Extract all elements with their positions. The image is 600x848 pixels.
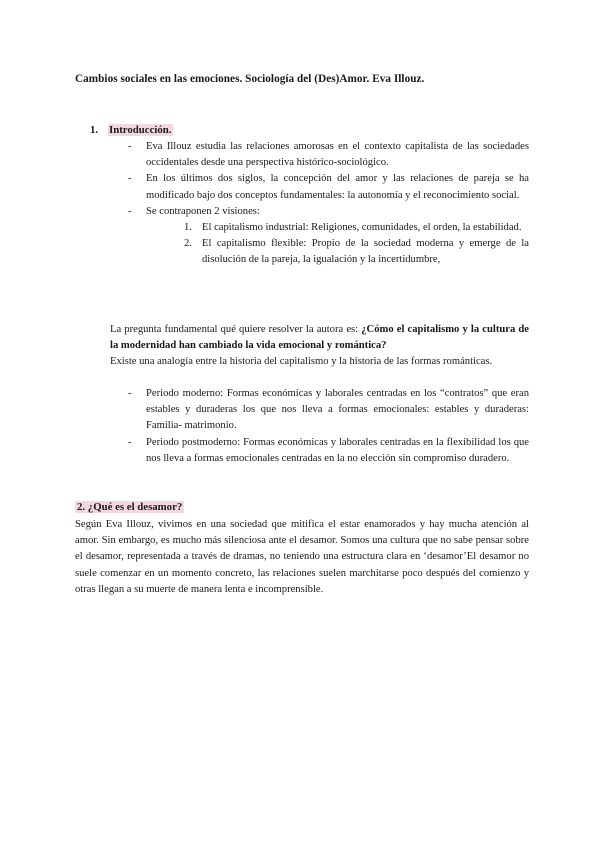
bullet-text: En los últimos dos siglos, la concepción del amor y las relaciones de pareja se ha modificado bajo dos conceptos fundamentales: la autonomía y el reconocimiento social. xyxy=(146,173,529,201)
list-item xyxy=(124,435,529,467)
document-title: Cambios sociales en las emociones. Sociología del (Des)Amor. Eva Illouz. xyxy=(75,73,425,85)
section1-heading xyxy=(90,124,173,136)
bullet-text: Periodo postmoderno: Formas económicas y laborales centradas en la flexibilidad los que nos lleva a formas emocionales centradas en la no elección sin compromiso duradero. xyxy=(146,436,529,464)
bullet-text: Eva Illouz estudia las relaciones amorosas en el contexto capitalista de las sociedades occidentales desde una perspectiva histórico-sociológico. xyxy=(146,141,529,169)
dash-bullet: - xyxy=(128,141,132,152)
bullet-text: Se contraponen 2 visiones: xyxy=(146,205,260,217)
vision-text: El capitalismo flexible: Propio de la sociedad moderna y emerge de la disolución de la pareja, la igualación y la incertidumbre, xyxy=(202,238,529,266)
list-item xyxy=(124,139,529,171)
bullet-text: Periodo moderno: Formas económicas y laborales centradas en los “contratos” que eran estables y duraderas los que nos lleva a formas emocionales: estables y duraderas: Familia- matrimonio. xyxy=(146,388,529,432)
dash-bullet: - xyxy=(128,436,132,448)
analogy-paragraph: Existe una analogía entre la historia del capitalismo y la historia de las formas románticas. xyxy=(110,356,493,368)
periods-bullet-list xyxy=(124,386,529,467)
dash-bullet: - xyxy=(128,388,132,399)
list-number: 2. xyxy=(184,238,192,250)
question-intro: La pregunta fundamental qué quiere resolver la autora es: xyxy=(110,324,362,335)
section1-heading-text: Introducción. xyxy=(109,124,172,136)
list-item xyxy=(184,236,529,268)
list-item xyxy=(184,220,529,236)
list-item xyxy=(124,171,529,203)
question-paragraph xyxy=(110,322,529,371)
dash-bullet: - xyxy=(128,205,132,217)
list-number: 1. xyxy=(184,222,192,234)
section1-number: 1. xyxy=(90,124,99,136)
dash-bullet: - xyxy=(128,173,132,185)
list-item xyxy=(124,386,529,435)
visions-numbered-list xyxy=(184,220,529,269)
section2-heading: 2. ¿Qué es el desamor? xyxy=(77,501,183,513)
intro-bullet-list xyxy=(124,139,529,269)
question-bold: ¿Cómo el capitalismo y la cultura de la modernidad han cambiado la vida emocional y romántica? xyxy=(110,324,529,352)
section2-body: Según Eva Illouz, vivimos en una sociedad que mitifica el estar enamorados y hay mucha atención al amor. Sin embargo, es mucho más silenciosa ante el desamor. Somos una cultura que no sabe pensar sobre el desamor, representada a través de dramas, no teniendo una estructura clara en ‘desamor’El desamor no suele comenzar en un momento concreto, las relaciones suelen marchitarse poco después del comienzo y otras llegan a su muerte de manera lenta e incomprensible. xyxy=(75,519,529,595)
list-item xyxy=(124,204,529,269)
vision-text: El capitalismo industrial: Religiones, comunidades, el orden, la estabilidad. xyxy=(202,222,522,234)
